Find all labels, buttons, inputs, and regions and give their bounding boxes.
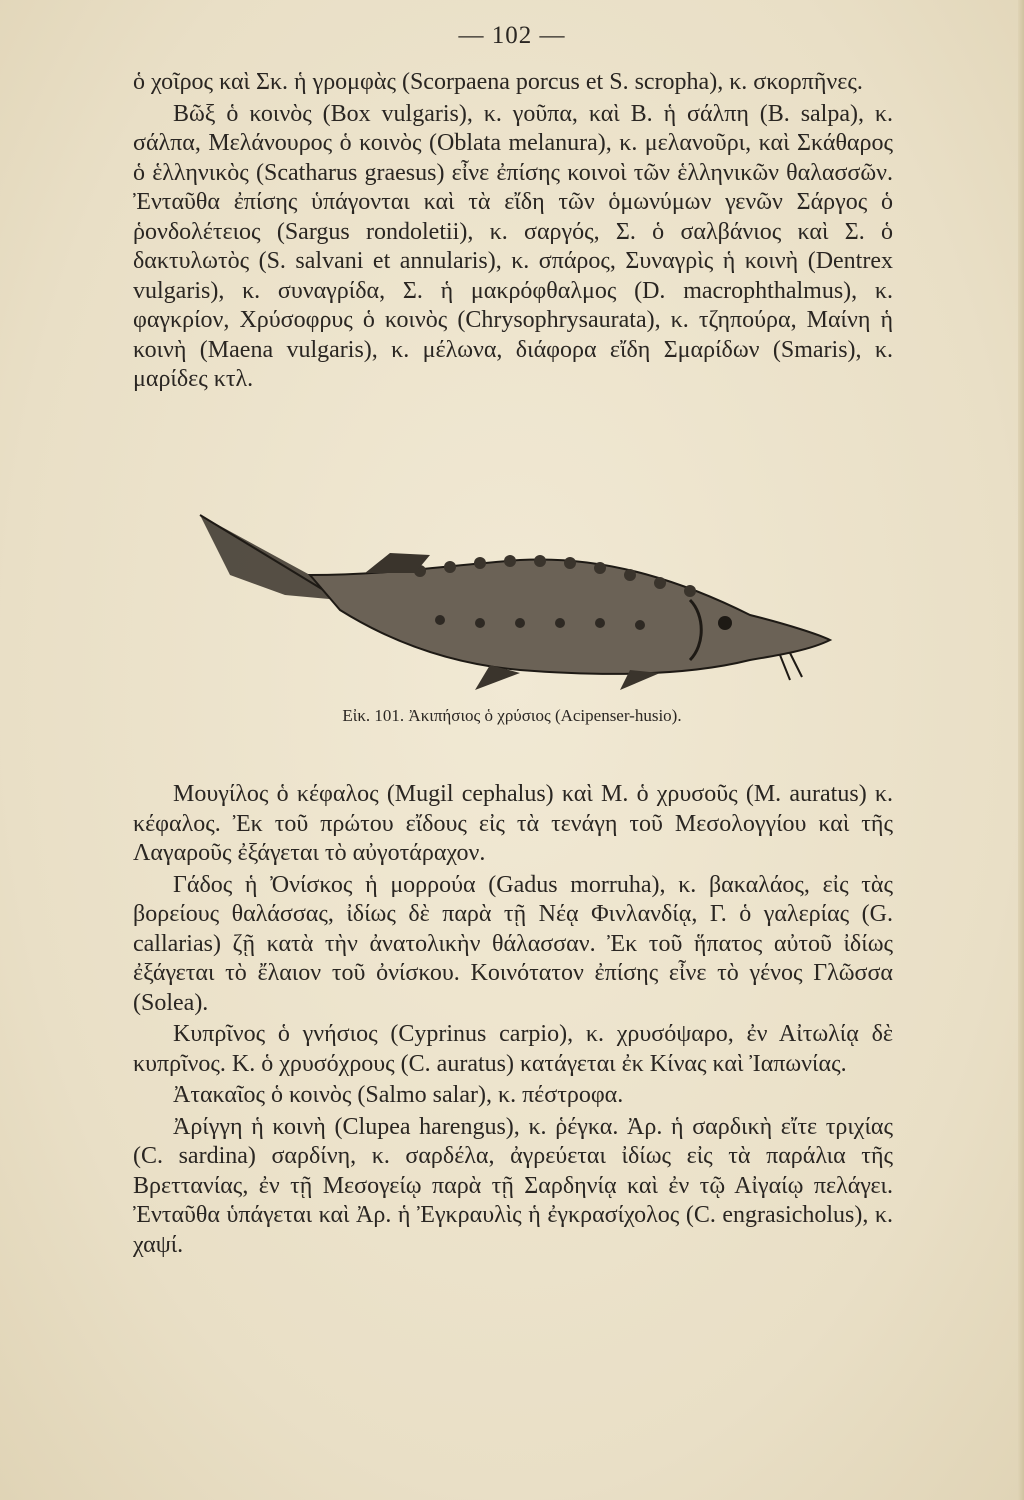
- top-text-block: [133, 68, 893, 397]
- sturgeon-drawing: [190, 505, 840, 695]
- page-number: — 102 —: [458, 22, 566, 49]
- paragraph-scorpaena: ὁ χοῖρος καὶ Σκ. ἡ γρομφὰς (Scorpaena porcus et S. scropha), κ. σκορπῆνες.: [133, 69, 863, 95]
- paragraph-clupea: Ἀρίγγη ἡ κοινὴ (Clupea harengus), κ. ῥέγκα. Ἀρ. ἡ σαρδικὴ εἴτε τριχίας (C. sardina) σαρδίνη, κ. σαρδέλα, ἀγρεύεται ἰδίως εἰς τὰ παράλια τῆς Βρεττανίας, ἐν τῇ Μεσογείῳ παρὰ τῇ Σαρδηνίᾳ καὶ ἐν τῷ Αἰγαίῳ πελάγει. Ἐνταῦθα ὑπάγεται καὶ Ἀρ. ἡ Ἐγκραυλὶς ἡ ἐγκρασίχολος (C. engrasicholus), κ. χαψί.: [133, 1113, 893, 1258]
- paragraph-gadus: Γάδος ἡ Ὀνίσκος ἡ μορρούα (Gadus morruha), κ. βακαλάος, εἰς τὰς βορείους θαλάσσας, ἰδίως δὲ παρὰ τῇ Νέᾳ Φινλανδίᾳ, Γ. ὁ γαλερίας (G. callarias) ζῇ κατὰ τὴν ἀνατολικὴν θάλασσαν. Ἐκ τοῦ ἥπατος αὐτοῦ ἰδίως ἐξάγεται τὸ ἔλαιον τοῦ ὀνίσκου. Κοινότατον ἐπίσης εἶνε τὸ γένος Γλῶσσα (Solea).: [133, 871, 893, 1016]
- paragraph-cyprinus: Κυπρῖνος ὁ γνήσιος (Cyprinus carpio), κ. χρυσόψαρο, ἐν Αἰτωλίᾳ δὲ κυπρῖνος. Κ. ὁ χρυσόχρους (C. auratus) κατάγεται ἐκ Κίνας καὶ Ἰαπωνίας.: [133, 1021, 893, 1077]
- sturgeon-illustration-icon: [190, 505, 840, 695]
- page-edge: [1018, 0, 1024, 1500]
- figure-caption: Εἰκ. 101. Ἀκιπήσιος ὁ χρύσιος (Acipenser-husio).: [342, 706, 682, 725]
- paragraph-mugil: Μουγίλος ὁ κέφαλος (Mugil cephalus) καὶ Μ. ὁ χρυσοῦς (M. auratus) κ. κέφαλος. Ἐκ τοῦ πρώτου εἴδους εἰς τὰ τενάγη τοῦ Μεσολογγίου καὶ τῆς Λαγαροῦς ἐξάγεται τὸ αὐγοτάραχον.: [133, 781, 893, 866]
- paragraph-box: Βῶξ ὁ κοινὸς (Box vulgaris), κ. γοῦπα, καὶ Β. ἡ σάλπη (B. salpa), κ. σάλπα, Μελάνουρος ὁ κοινὸς (Oblata melanura), κ. μελανοῦρι, καὶ Σκάθαρος ὁ ἑλληνικὸς (Scatharus graesus) εἶνε ἐπίσης κοινοὶ τῶν ἑλληνικῶν θαλασσῶν. Ἐνταῦθα ἐπίσης ὑπάγονται καὶ τὰ εἴδη τῶν ὁμωνύμων γενῶν Σάργος ὁ ῥονδολέτειος (Sargus rondoletii), κ. σαργός, Σ. ὁ σαλβάνιος καὶ Σ. ὁ δακτυλωτὸς (S. salvani et annularis), κ. σπάρος, Συναγρὶς ἡ κοινὴ (Dentrex vulgaris), κ. συναγρίδα, Σ. ἡ μακρόφθαλμος (D. macrophthalmus), κ. φαγκρίον, Χρύσοφρυς ὁ κοινὸς (Chrysophrysaurata), κ. τζηπούρα, Μαίνη ἡ κοινὴ (Maena vulgaris), κ. μέλωνα, διάφορα εἴδη Σμαρίδων (Smaris), κ. μαρίδες κτλ.: [133, 100, 893, 392]
- bottom-text-block: [133, 780, 893, 1262]
- paragraph-salmo: Ἀτακαῖος ὁ κοινὸς (Salmo salar), κ. πέστροφα.: [173, 1082, 624, 1108]
